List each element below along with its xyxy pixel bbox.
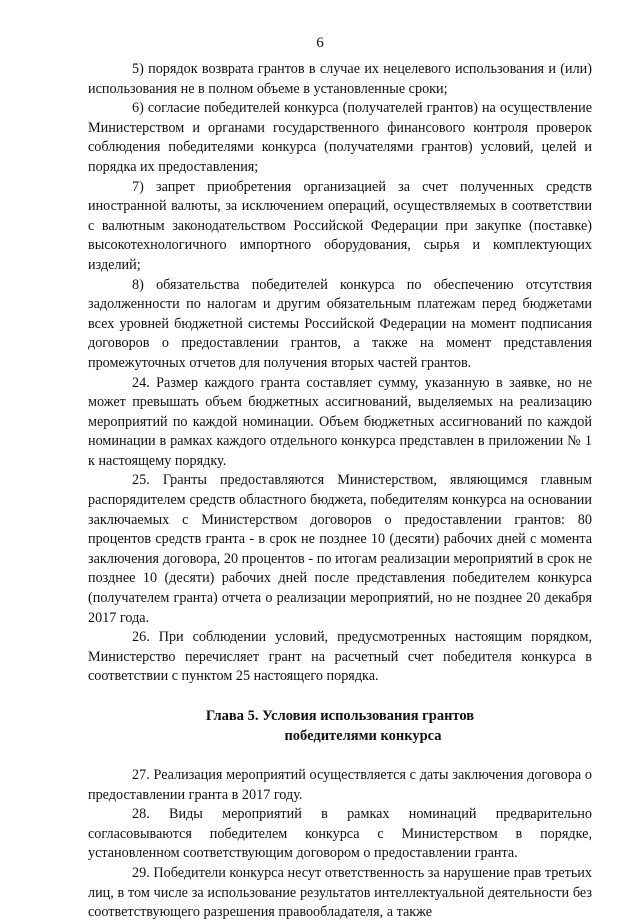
paragraph-25: 25. Гранты предоставляются Министерством, являющимся главным распорядителем средств областного бюджета, победителям конкурса на основании заключаемых с Министерством договоров о предоставлении грантов: 80 процентов средств гранта - в срок не позднее 10 (десяти) рабочих дней с момента заключения договора, 20 процентов - по итогам реализации мероприятий в срок не позднее 10 (десяти) рабочих дней после представления победителем конкурса (получателем гранта) отчета о реализации мероприятий, но не позднее 20 декабря 2017 года. — [88, 472, 592, 626]
document-body — [88, 60, 592, 923]
paragraph-24: 24. Размер каждого гранта составляет сумму, указанную в заявке, но не может превышать объем бюджетных ассигнований, выделяемых на реализацию мероприятий по каждой номинации. Объем бюджетных ассигнований по каждой номинации в рамках каждого отдельного конкурса представлен в приложении № 1 к настоящему порядку. — [88, 374, 592, 469]
paragraph-27: 27. Реализация мероприятий осуществляется с даты заключения договора о предоставлении гранта в 2017 году. — [88, 767, 592, 803]
paragraph-item-5: 5) порядок возврата грантов в случае их нецелевого использования и (или) использования не в полном объеме в установленные сроки; — [88, 61, 592, 97]
paragraph-28: 28. Виды мероприятий в рамках номинаций предварительно согласовываются победителем конкурса с Министерством в порядке, установленном соответствующим договором о предоставлении гранта. — [88, 806, 592, 862]
page-number: 6 — [316, 35, 324, 51]
paragraph-29: 29. Победители конкурса несут ответственность за нарушение прав третьих лиц, в том числе за использование результатов интеллектуальной деятельности без соответствующего разрешения правообладателя, а также — [88, 864, 592, 921]
paragraph-item-8: 8) обязательства победителей конкурса по обеспечению отсутствия задолженности по налогам и другим обязательным платежам перед бюджетами всех уровней бюджетной системы Российской Федерации на момент подписания договоров о предоставлении грантов, а также на момент представления промежуточных отчетов для получения вторых частей грантов. — [88, 276, 592, 371]
chapter-heading-line-2: победителями конкурса — [284, 727, 442, 744]
chapter-heading-line-1: Глава 5. Условия использования грантов — [205, 708, 475, 724]
paragraph-item-7: 7) запрет приобретения организацией за счет полученных средств иностранной валюты, за исключением операций, осуществляемых в соответствии с валютным законодательством Российской Федерации при закупке (поставке) высокотехнологичного импортного оборудования, сырья и комплектующих изделий; — [88, 178, 592, 273]
chapter-heading — [88, 707, 592, 746]
paragraph-26: 26. При соблюдении условий, предусмотренных настоящим порядком, Министерство перечисляет грант на расчетный счет победителя конкурса в соответствии с пунктом 25 настоящего порядка. — [88, 629, 592, 685]
paragraph-item-6: 6) согласие победителей конкурса (получателей грантов) на осуществление Министерством и органами государственного финансового контроля проверок соблюдения победителями конкурса (получателями грантов) условий, целей и порядка их предоставления; — [88, 100, 592, 175]
